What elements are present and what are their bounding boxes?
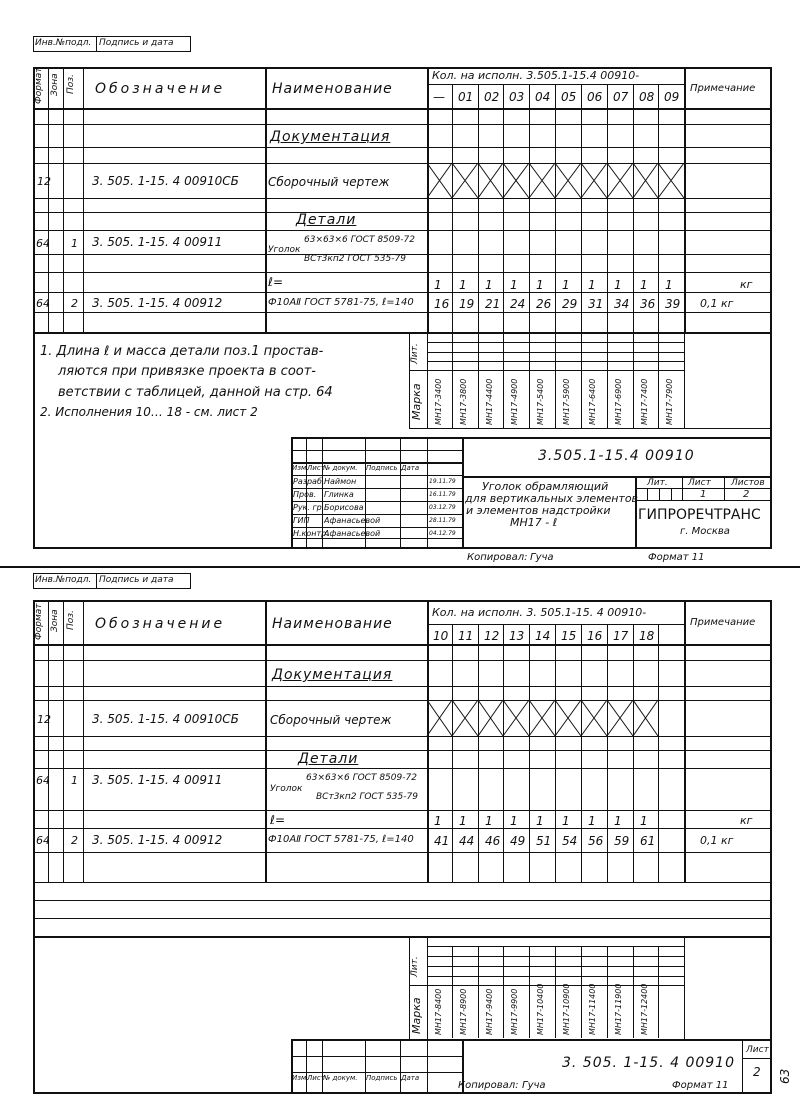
variant-header: 01 bbox=[458, 90, 474, 104]
variant-header: 07 bbox=[613, 90, 629, 104]
header-format-2: Формат bbox=[34, 603, 44, 640]
page-number: 63 bbox=[778, 1068, 792, 1084]
variant-header: 12 bbox=[484, 629, 500, 643]
section-parts-2: Детали bbox=[298, 751, 359, 767]
variant-header: 08 bbox=[639, 90, 655, 104]
mark-code: МН17-4400 bbox=[485, 378, 494, 425]
format-label: Формат 11 bbox=[648, 552, 705, 563]
header-designation: Обозначение bbox=[95, 81, 226, 97]
sheets-head: Листов bbox=[731, 478, 765, 488]
person-date: 04.12.79 bbox=[429, 530, 456, 537]
header-qty-title: Кол. на исполн. 3.505.1-15.4 00910- bbox=[432, 69, 640, 82]
title-col-head: Дата bbox=[401, 464, 420, 472]
lit-label: Лит. bbox=[410, 343, 420, 364]
row2-name-bot: ВСт3кп2 ГОСТ 535-79 bbox=[304, 254, 406, 264]
copied-label: Копировал: bbox=[467, 552, 528, 563]
variant-header: 05 bbox=[561, 90, 577, 104]
mark-code: МН17-8900 bbox=[459, 988, 468, 1035]
header-zone: Зона bbox=[50, 73, 60, 96]
qty-cell: 61 bbox=[640, 834, 656, 848]
mark-code: МН17-9900 bbox=[510, 988, 519, 1035]
header-format: Формат bbox=[34, 67, 44, 104]
row2-name-bot-2: ВСт3кп2 ГОСТ 535-79 bbox=[316, 792, 418, 802]
row4-designation-2: 3. 505. 1-15. 4 00912 bbox=[92, 833, 223, 847]
header-pos: Поз. bbox=[66, 74, 76, 94]
row4-name: Ф10АⅡ ГОСТ 5781-75, ℓ=140 bbox=[268, 297, 414, 308]
row1-designation: 3. 505. 1-15. 4 00910СБ bbox=[92, 174, 239, 188]
qty-cell: 1 bbox=[562, 814, 570, 828]
mark-code: МН17-7900 bbox=[665, 378, 674, 425]
person-role: Пров. bbox=[293, 490, 317, 499]
mark-code: МН17-5900 bbox=[562, 378, 571, 425]
qty-cell: 1 bbox=[588, 814, 596, 828]
qty-cell: 1 bbox=[434, 278, 442, 292]
qty-cell: 19 bbox=[459, 297, 475, 311]
qty-cell: 56 bbox=[588, 834, 604, 848]
copied-label-2: Копировал: bbox=[458, 1080, 519, 1091]
qty-cell: 51 bbox=[536, 834, 552, 848]
sheet-head-2: Лист bbox=[746, 1045, 769, 1055]
variant-header: 06 bbox=[587, 90, 603, 104]
qty-cell: 36 bbox=[640, 297, 656, 311]
mark-code: МН17-8400 bbox=[434, 988, 443, 1035]
qty-cell: 1 bbox=[562, 278, 570, 292]
row2-designation-2: 3. 505. 1-15. 4 00911 bbox=[92, 773, 223, 787]
section-docs: Документация bbox=[270, 129, 391, 145]
row2-pos: 1 bbox=[71, 237, 78, 250]
qty-cell: 29 bbox=[562, 297, 578, 311]
qty-cell: 1 bbox=[459, 278, 467, 292]
header-qty-title-2: Кол. на исполн. 3. 505.1-15. 4 00910- bbox=[432, 606, 647, 619]
title-desc-4: МН17 - ℓ bbox=[510, 516, 558, 529]
org-name: ГИПРОРЕЧТРАНС bbox=[638, 507, 761, 523]
row4-pos-2: 2 bbox=[71, 834, 78, 847]
header-note: Примечание bbox=[690, 83, 756, 94]
row4-note: 0,1 кг bbox=[700, 297, 734, 310]
title-desc-3: и элементов надстройки bbox=[466, 504, 611, 517]
row2-name-top-2: 63×63×6 ГОСТ 8509-72 bbox=[306, 773, 417, 783]
qty-cell: 1 bbox=[640, 814, 648, 828]
person-date: 19.11.79 bbox=[429, 478, 456, 485]
row4-format: 64 bbox=[36, 297, 50, 310]
qty-cell: 1 bbox=[510, 814, 518, 828]
row4-format-2: 64 bbox=[36, 834, 50, 847]
org-city: г. Москва bbox=[680, 526, 730, 537]
title-col-head: № докум. bbox=[323, 1074, 358, 1082]
variant-header: 04 bbox=[535, 90, 551, 104]
qty-cell: 1 bbox=[510, 278, 518, 292]
variant-header: 16 bbox=[587, 629, 603, 643]
signature-date-label-2: Подпись и дата bbox=[99, 575, 174, 585]
row2-name-main-2: Уголок bbox=[270, 784, 303, 794]
mark-code: МН17-11900 bbox=[614, 983, 623, 1035]
person-role: Рук. гр. bbox=[293, 503, 325, 512]
header-name-2: Наименование bbox=[272, 616, 393, 632]
mark-code: МН17-12400 bbox=[640, 983, 649, 1035]
sheets-number: 2 bbox=[743, 489, 750, 500]
qty-cell: 1 bbox=[485, 278, 493, 292]
format-label-2: Формат 11 bbox=[672, 1080, 729, 1091]
mark-label: Марка bbox=[410, 383, 423, 420]
person-role: ГИП bbox=[293, 516, 310, 525]
mark-code: МН17-6400 bbox=[588, 378, 597, 425]
title-col-head: Подпись bbox=[366, 464, 398, 472]
qty-cell: 1 bbox=[485, 814, 493, 828]
title-col-head: Дата bbox=[401, 1074, 420, 1082]
person-date: 03.12.79 bbox=[429, 504, 456, 511]
title-code-2: 3. 505. 1-15. 4 00910 bbox=[562, 1055, 735, 1071]
row4-designation: 3. 505. 1-15. 4 00912 bbox=[92, 296, 223, 310]
variant-header: 17 bbox=[613, 629, 629, 643]
row1-format: 12 bbox=[37, 175, 51, 188]
row3-name: ℓ= bbox=[268, 275, 284, 289]
qty-cell: 41 bbox=[434, 834, 450, 848]
signature-date-label: Подпись и дата bbox=[99, 38, 174, 48]
qty-cell: 1 bbox=[640, 278, 648, 292]
copied-sign: Гуча bbox=[530, 552, 554, 563]
qty-cell: 1 bbox=[434, 814, 442, 828]
inventory-label: Инв.№подл. bbox=[35, 38, 92, 48]
qty-cell: 24 bbox=[510, 297, 526, 311]
person-role: Разраб. bbox=[293, 477, 325, 486]
variant-header: 14 bbox=[535, 629, 551, 643]
note-line-2: ляются при привязке проекта в соот- bbox=[58, 364, 316, 379]
title-desc-2: для вертикальных элементов bbox=[465, 492, 639, 505]
mark-code: МН17-4900 bbox=[510, 378, 519, 425]
title-col-head: Лист bbox=[307, 464, 325, 472]
person-name: Афанасьевой bbox=[324, 529, 381, 538]
person-name: Наймон bbox=[324, 477, 357, 486]
qty-cell: 21 bbox=[485, 297, 501, 311]
variant-header: 15 bbox=[561, 629, 577, 643]
sheet-head: Лист bbox=[688, 478, 711, 488]
title-desc-1: Уголок обрамляющий bbox=[482, 480, 609, 493]
variant-header: 10 bbox=[433, 629, 449, 643]
header-zone-2: Зона bbox=[50, 609, 60, 632]
title-col-head: № докум. bbox=[323, 464, 358, 472]
note-line-1: 1. Длина ℓ и масса детали поз.1 простав- bbox=[40, 344, 324, 359]
mark-code: МН17-11400 bbox=[588, 983, 597, 1035]
qty-cell: 1 bbox=[588, 278, 596, 292]
row4-name-2: Ф10АⅡ ГОСТ 5781-75, ℓ=140 bbox=[268, 834, 414, 845]
inventory-label-2: Инв.№подл. bbox=[35, 575, 92, 585]
mark-code: МН17-3400 bbox=[434, 378, 443, 425]
lit-label-2: Лит. bbox=[410, 956, 420, 977]
qty-cell: 1 bbox=[614, 814, 622, 828]
qty-cell: 1 bbox=[614, 278, 622, 292]
title-code: 3.505.1-15.4 00910 bbox=[538, 448, 695, 464]
person-name: Афанасьевой bbox=[324, 516, 381, 525]
variant-header: 18 bbox=[639, 629, 655, 643]
mark-code: МН17-6900 bbox=[614, 378, 623, 425]
note-line-3: ветствии с таблицей, данной на стр. 64 bbox=[58, 385, 333, 400]
header-note-2: Примечание bbox=[690, 617, 756, 628]
header-name: Наименование bbox=[272, 81, 393, 97]
title-col-head: Лист bbox=[307, 1074, 325, 1082]
row2-pos-2: 1 bbox=[71, 774, 78, 787]
qty-cell: 44 bbox=[459, 834, 475, 848]
qty-cell: 1 bbox=[665, 278, 673, 292]
person-name: Борисова bbox=[324, 503, 364, 512]
row1-format-2: 12 bbox=[37, 713, 51, 726]
mark-code: МН17-7400 bbox=[640, 378, 649, 425]
row4-pos: 2 bbox=[71, 297, 78, 310]
header-pos-2: Поз. bbox=[66, 610, 76, 630]
variant-header: 03 bbox=[509, 90, 525, 104]
person-date: 16.11.79 bbox=[429, 491, 456, 498]
qty-cell: 26 bbox=[536, 297, 552, 311]
mark-code: МН17-3800 bbox=[459, 378, 468, 425]
qty-cell: 1 bbox=[459, 814, 467, 828]
row4-note-2: 0,1 кг bbox=[700, 834, 734, 847]
row1-crossed-cells bbox=[427, 163, 684, 198]
mark-code: МН17-9400 bbox=[485, 988, 494, 1035]
row2-format: 64 bbox=[36, 237, 50, 250]
header-designation-2: Обозначение bbox=[95, 616, 226, 632]
row2-format-2: 64 bbox=[36, 774, 50, 787]
row2-name-top: 63×63×6 ГОСТ 8509-72 bbox=[304, 235, 415, 245]
spec-table-frame-2 bbox=[33, 600, 772, 1094]
variant-header: 13 bbox=[509, 629, 525, 643]
row2-name-main: Уголок bbox=[268, 245, 301, 255]
sheet-separator bbox=[0, 566, 800, 568]
qty-cell: 31 bbox=[588, 297, 604, 311]
person-date: 28.11.79 bbox=[429, 517, 456, 524]
qty-cell: 59 bbox=[614, 834, 630, 848]
variant-header: — bbox=[433, 90, 445, 104]
section-parts: Детали bbox=[296, 212, 357, 228]
mark-code: МН17-5400 bbox=[536, 378, 545, 425]
qty-cell: 39 bbox=[665, 297, 681, 311]
sheet-number-2: 2 bbox=[753, 1065, 761, 1079]
sheet-number: 1 bbox=[700, 489, 707, 500]
qty-cell: 1 bbox=[536, 278, 544, 292]
variant-header: 11 bbox=[458, 629, 474, 643]
person-name: Глинка bbox=[324, 490, 354, 499]
copied-sign-2: Гуча bbox=[522, 1080, 546, 1091]
row3-note: кг bbox=[740, 278, 753, 291]
variant-header: 09 bbox=[664, 90, 680, 104]
section-docs-2: Документация bbox=[272, 667, 393, 683]
row3-name-2: ℓ= bbox=[270, 813, 286, 827]
mark-label-2: Марка bbox=[410, 997, 423, 1034]
lit-head: Лит. bbox=[647, 478, 668, 488]
mark-code: МН17-10400 bbox=[536, 983, 545, 1035]
qty-cell: 1 bbox=[536, 814, 544, 828]
title-col-head: Подпись bbox=[366, 1074, 398, 1082]
qty-cell: 49 bbox=[510, 834, 526, 848]
row3-note-2: кг bbox=[740, 814, 753, 827]
qty-cell: 46 bbox=[485, 834, 501, 848]
row1-crossed-cells-2 bbox=[427, 700, 684, 736]
title-col-head: Изм. bbox=[292, 1074, 309, 1082]
person-role: Н.контр. bbox=[293, 529, 329, 538]
mark-code: МН17-10900 bbox=[562, 983, 571, 1035]
qty-cell: 54 bbox=[562, 834, 578, 848]
row1-name: Сборочный чертеж bbox=[268, 175, 390, 189]
note-line-4: 2. Исполнения 10… 18 - см. лист 2 bbox=[40, 405, 258, 419]
qty-cell: 16 bbox=[434, 297, 450, 311]
title-col-head: Изм. bbox=[292, 464, 309, 472]
qty-cell: 34 bbox=[614, 297, 630, 311]
row2-designation: 3. 505. 1-15. 4 00911 bbox=[92, 235, 223, 249]
variant-header: 02 bbox=[484, 90, 500, 104]
row1-designation-2: 3. 505. 1-15. 4 00910СБ bbox=[92, 712, 239, 726]
row1-name-2: Сборочный чертеж bbox=[270, 713, 392, 727]
